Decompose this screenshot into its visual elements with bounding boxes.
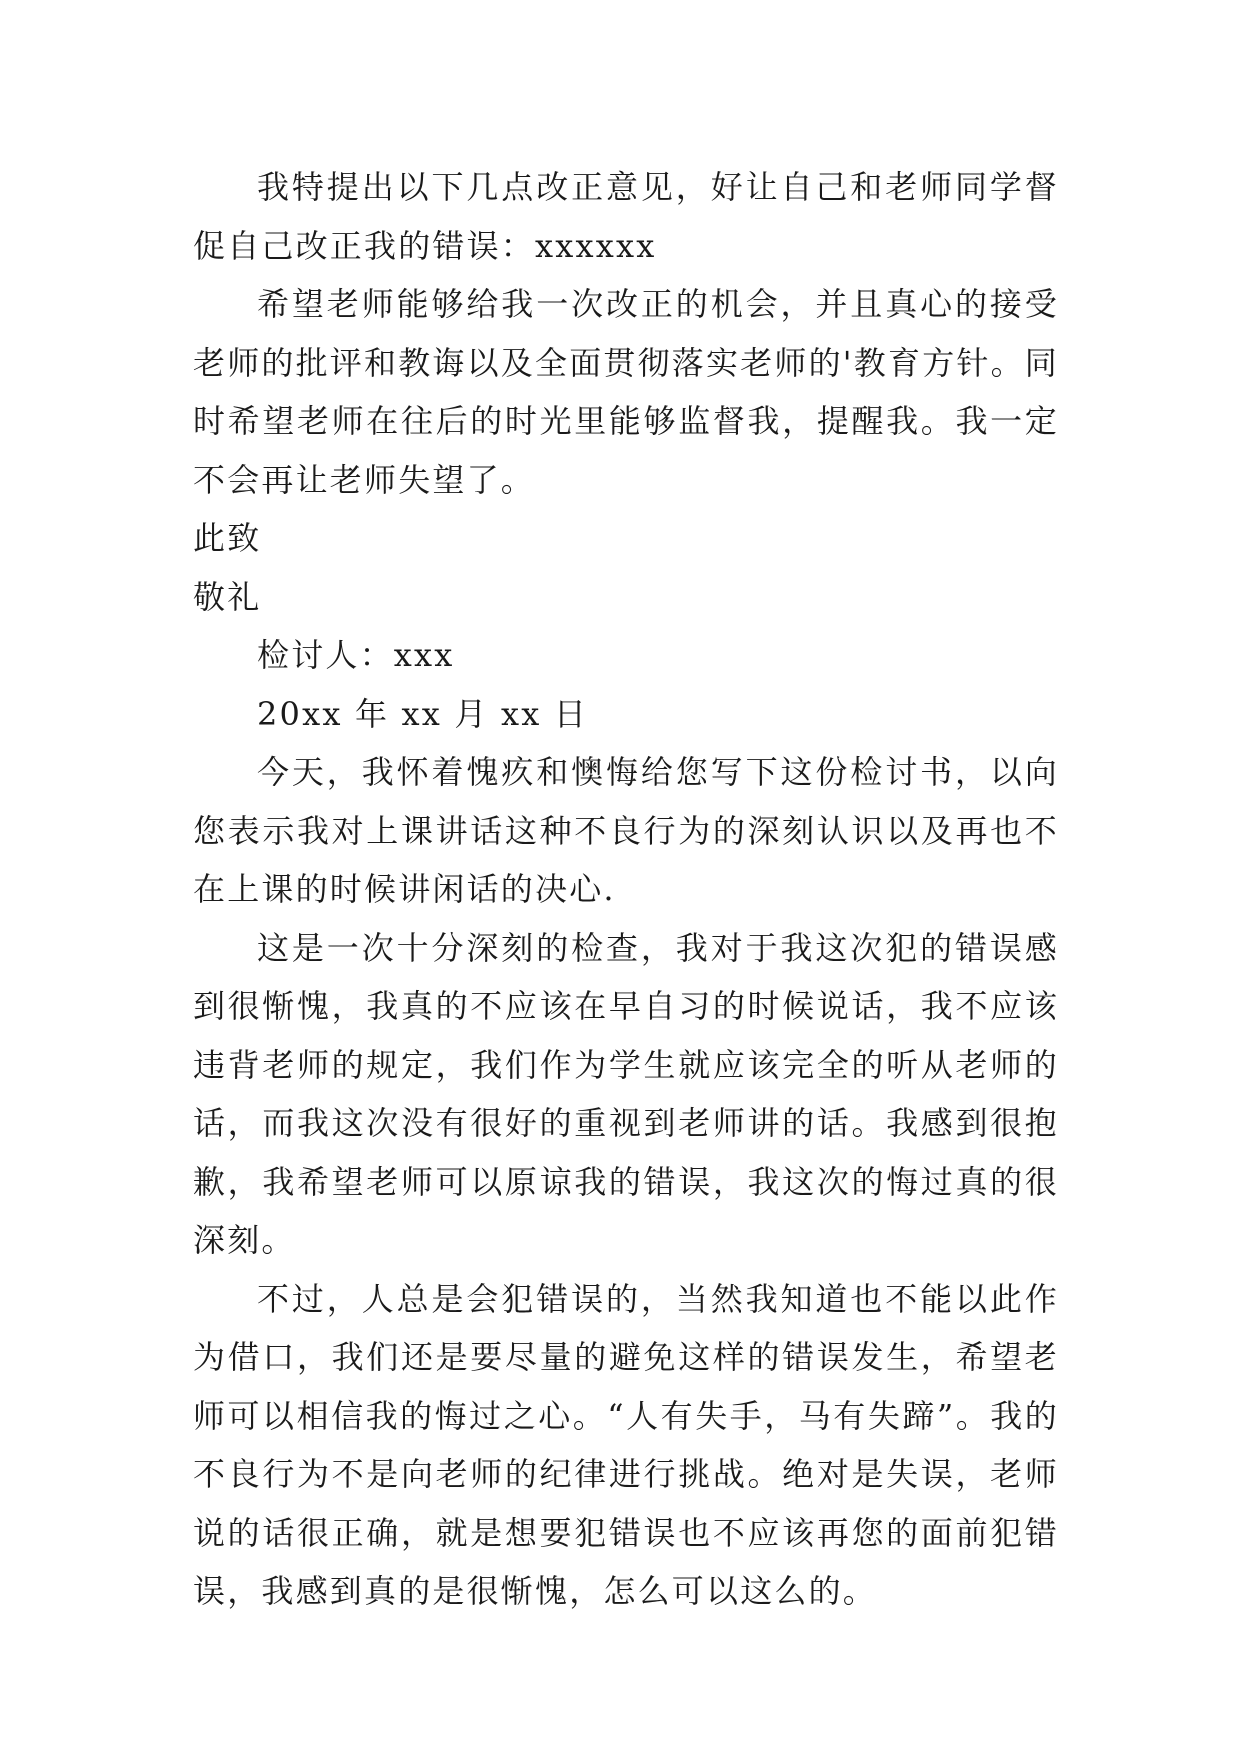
document-body [193,158,1059,1621]
paragraph-deep-reflection: 这是一次十分深刻的检查，我对于我这次犯的错误感到很惭愧，我真的不应该在早自习的时候说话，我不应该违背老师的规定，我们作为学生就应该完全的听从老师的话，而我这次没有很好的重视到老师讲的话。我感到很抱歉，我希望老师可以原谅我的错误，我这次的悔过真的很深刻。 [193,928,1059,1259]
closing-salutation: 此致 [193,519,262,557]
date-line: 20xx 年 xx 月 xx 日 [257,694,589,733]
paragraph-correction-suggestions: 我特提出以下几点改正意见，好让自己和老师同学督促自己改正我的错误：xxxxxx [193,168,1059,265]
paragraph-mistake-excuse: 不过，人总是会犯错误的，当然我知道也不能以此作为借口，我们还是要尽量的避免这样的错误发生，希望老师可以相信我的悔过之心。“人有失手，马有失蹄”。我的不良行为不是向老师的纪律进行挑战。绝对是失误，老师说的话很正确，就是想要犯错误也不应该再您的面前犯错误，我感到真的是很惭愧，怎么可以这么的。 [193,1279,1059,1610]
signer-line: 检讨人：xxx [257,636,455,674]
paragraph-hope-for-chance: 希望老师能够给我一次改正的机会，并且真心的接受老师的批评和教诲以及全面贯彻落实老师的'教育方针。同时希望老师在往后的时光里能够监督我，提醒我。我一定不会再让老师失望了。 [193,285,1059,499]
paragraph-apology-intro: 今天，我怀着愧疚和懊悔给您写下这份检讨书，以向您表示我对上课讲话这种不良行为的深刻认识以及再也不在上课的时候讲闲话的决心. [193,753,1059,908]
closing-regards: 敬礼 [193,577,262,616]
